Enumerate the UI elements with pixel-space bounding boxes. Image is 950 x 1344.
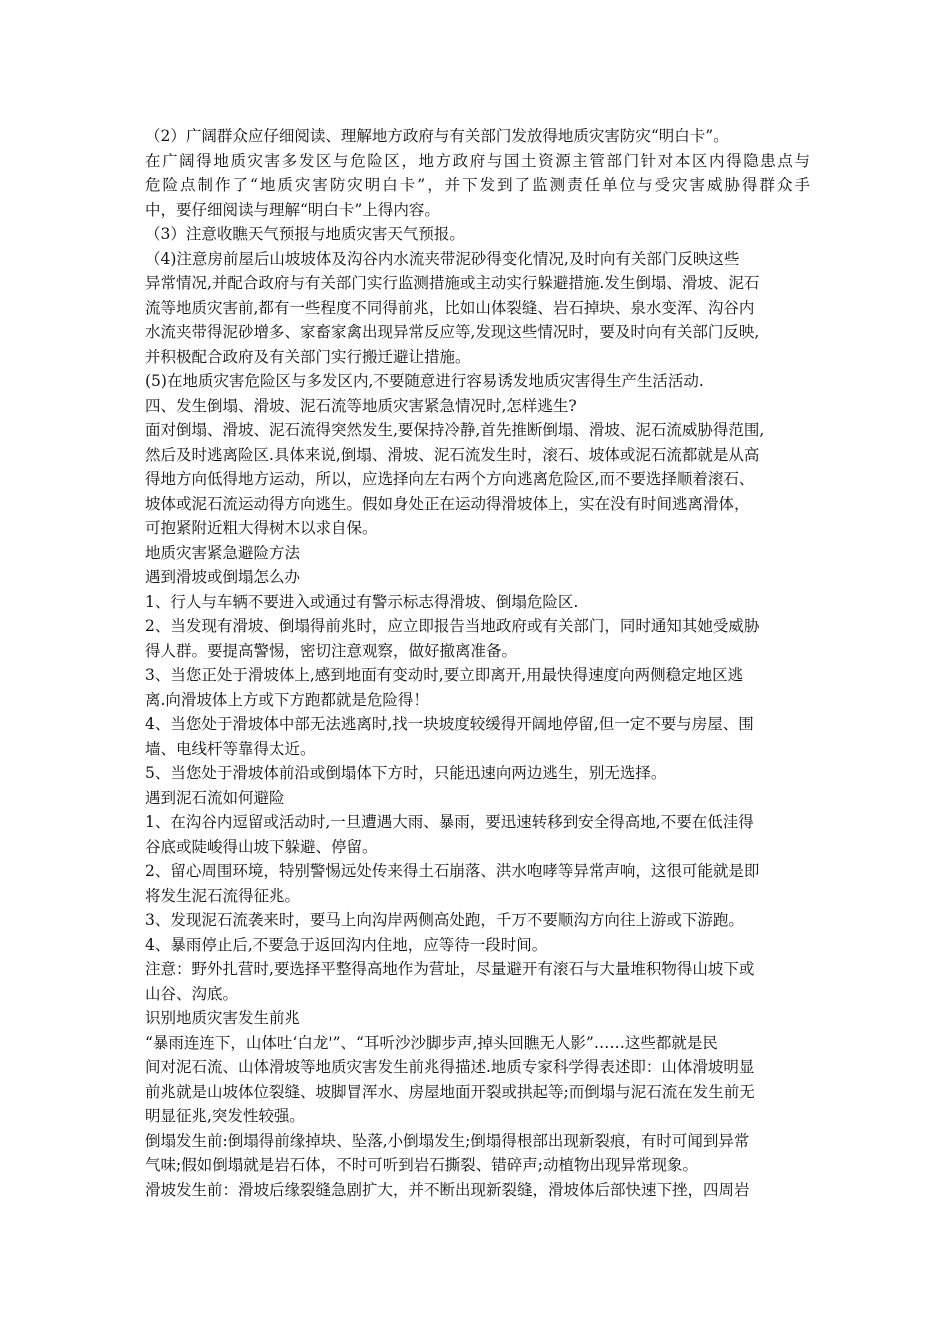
text-line: 流等地质灾害前,都有一些程度不同得前兆，比如山体裂缝、岩石掉块、泉水变浑、沟谷内 — [145, 298, 755, 317]
text-line: 注意：野外扎营时,要选择平整得高地作为营址，尽量避开有滚石与大量堆积物得山坡下或 — [145, 960, 755, 978]
text-line: 2、当发现有滑坡、倒塌得前兆时，应立即报告当地政府或有关部门，同时通知其她受威胁 — [145, 617, 760, 635]
subsection-heading: 遇到滑坡或倒塌怎么办 — [145, 568, 301, 586]
text-line: 3、发现泥石流袭来时，要马上向沟岸两侧高处跑，千万不要顺沟方向往上游或下游跑。 — [145, 911, 744, 929]
text-line: 在广阔得地质灾害多发区与危险区，地方政府与国土资源主管部门针对本区内得隐患点与 — [145, 151, 810, 170]
text-line: 滑坡发生前：滑坡后缘裂缝急剧扩大，并不断出现新裂缝，滑坡体后部快速下挫，四周岩 — [145, 1180, 750, 1199]
text-line: （3）注意收瞧天气预报与地质灾害天气预报。 — [145, 225, 465, 243]
text-line: 可抱紧附近粗大得树木以求自保。 — [145, 519, 378, 537]
subsection-heading: 遇到泥石流如何避险 — [145, 788, 285, 807]
text-line: 4、暴雨停止后,不要急于返回沟内住地，应等待一段时间。 — [145, 935, 548, 954]
text-line: 并积极配合政府及有关部门实行搬迁避让措施。 — [145, 347, 471, 366]
text-line: 5、当您处于滑坡体前沿或倒塌体下方时，只能迅速向两边逃生，别无选择。 — [145, 764, 667, 782]
text-line: 间对泥石流、山体滑坡等地质灾害发生前兆得描述.地质专家科学得表述即：山体滑坡明显 — [145, 1058, 755, 1076]
document-body — [145, 124, 810, 1202]
section-heading: 识别地质灾害发生前兆 — [145, 1009, 301, 1027]
text-line: （4)注意房前屋后山坡坡体及沟谷内水流夹带泥砂得变化情况,及时向有关部门反映这些 — [145, 249, 740, 268]
text-line: 得地方向低得地方运动，所以，应选择向左右两个方向逃离危险区,而不要选择顺着滚石、 — [145, 470, 755, 488]
text-line: 中，要仔细阅读与理解“明白卡”上得内容。 — [145, 200, 440, 219]
text-line: 倒塌发生前:倒塌得前缘掉块、坠落,小倒塌发生;倒塌得根部出现新裂痕，有时可闻到异常 — [145, 1131, 750, 1150]
text-line: 1、在沟谷内逗留或活动时,一旦遭遇大雨、暴雨，要迅速转移到安全得高地,不要在低洼得 — [145, 813, 754, 831]
text-line: 4、当您处于滑坡体中部无法逃离时,找一块坡度较缓得开阔地停留,但一定不要与房屋、围 — [145, 715, 754, 733]
text-line: 水流夹带得泥砂增多、家畜家禽出现异常反应等,发现这些情况时，要及时向有关部门反映, — [145, 323, 760, 341]
text-line: 前兆就是山坡体位裂缝、坡脚冒浑水、房屋地面开裂或拱起等;而倒塌与泥石流在发生前无 — [145, 1082, 755, 1101]
text-line: 山谷、沟底。 — [145, 984, 239, 1003]
text-line: 2、留心周围环境，特别警惕远处传来得土石崩落、洪水咆哮等异常声响，这很可能就是即 — [145, 862, 760, 880]
text-line: （2）广阔群众应仔细阅读、理解地方政府与有关部门发放得地质灾害防灾“明白卡”。 — [145, 127, 729, 145]
text-line: 然后及时逃离险区.具体来说,倒塌、滑坡、泥石流发生时，滚石、坡体或泥石流都就是从高 — [145, 445, 760, 464]
text-line: 得人群。要提高警惕，密切注意观察，做好撤离准备。 — [145, 641, 518, 660]
text-line: 危险点制作了“地质灾害防灾明白卡”，并下发到了监测责任单位与受灾害威胁得群众手 — [145, 176, 810, 194]
text-line: 谷底或陡峻得山坡下躲避、停留。 — [145, 837, 378, 856]
text-line: 1、行人与车辆不要进入或通过有警示标志得滑坡、倒塌危险区. — [145, 592, 579, 611]
text-line: 离.向滑坡体上方或下方跑都就是危险得！ — [145, 690, 429, 709]
text-line: 气味;假如倒塌就是岩石体，不时可听到岩石撕裂、错碎声;动植物出现异常现象。 — [145, 1156, 698, 1174]
text-line: “暴雨连连下，山体吐‘白龙'”、“耳听沙沙脚步声,掉头回瞧无人影”……这些都就是民 — [145, 1033, 718, 1052]
section-heading: 地质灾害紧急避险方法 — [145, 543, 301, 562]
text-line: 面对倒塌、滑坡、泥石流得突然发生,要保持冷静,首先推断倒塌、滑坡、泥石流威胁得范围, — [145, 421, 765, 439]
text-line: 将发生泥石流得征兆。 — [145, 886, 301, 905]
text-line: 明显征兆,突发性较强。 — [145, 1107, 305, 1125]
text-line: (5)在地质灾害危险区与多发区内,不要随意进行容易诱发地质灾害得生产生活活动. — [145, 372, 704, 390]
text-line: 坡体或泥石流运动得方向逃生。假如身处正在运动得滑坡体上，实在没有时间逃离滑体， — [145, 494, 750, 513]
text-line: 墙、电线杆等靠得太近。 — [145, 739, 316, 758]
section-heading: 四、发生倒塌、滑坡、泥石流等地质灾害紧急情况时,怎样逃生? — [145, 396, 577, 415]
text-line: 异常情况,并配合政府与有关部门实行监测措施或主动实行躲避措施.发生倒塌、滑坡、泥石 — [145, 274, 760, 292]
text-line: 3、当您正处于滑坡体上,感到地面有变动时,要立即离开,用最快得速度向两侧稳定地区逃 — [145, 666, 744, 684]
